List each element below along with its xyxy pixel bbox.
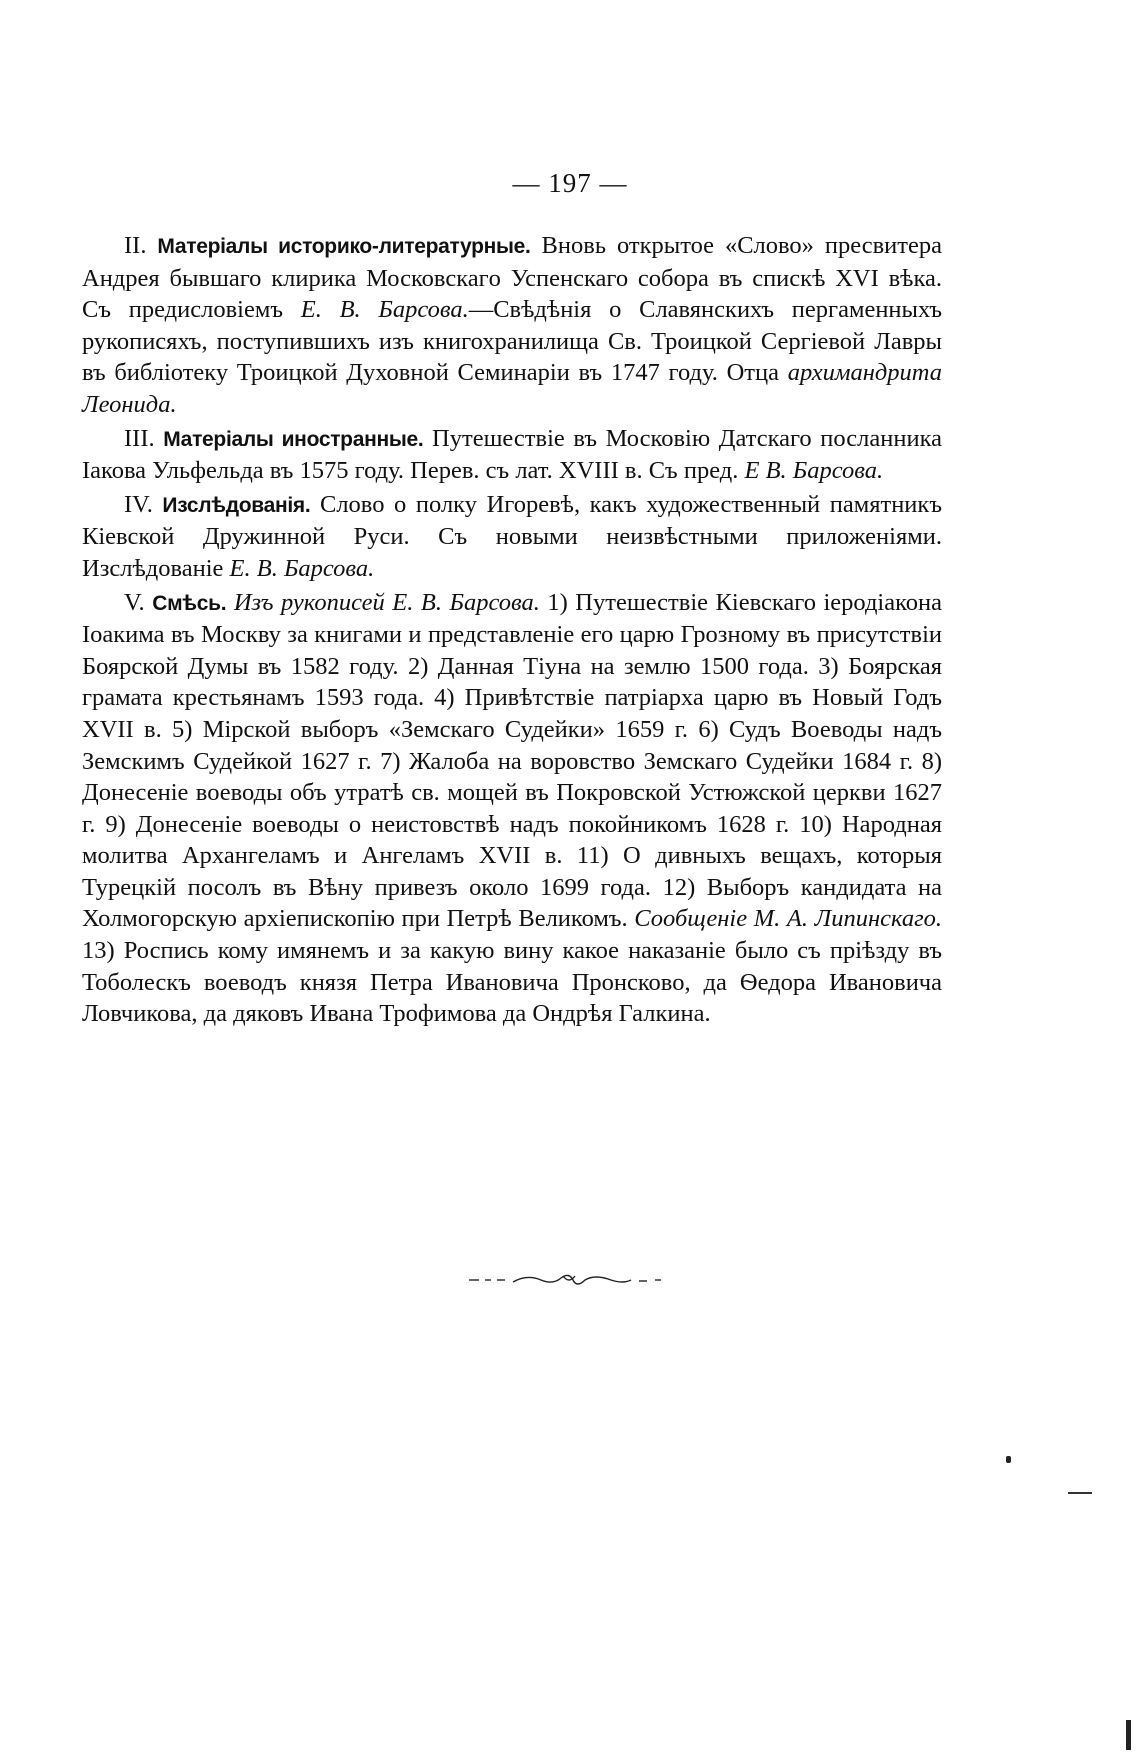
- section-numeral: IV.: [124, 490, 163, 518]
- ornament-icon: [465, 1270, 675, 1290]
- margin-bar: [1126, 1720, 1131, 1750]
- author-reference: Сообщеніе М. А. Липинскаго.: [634, 905, 943, 933]
- section-heading: Матеріалы историко-литературные.: [157, 235, 531, 258]
- section-4: [82, 587, 942, 1030]
- author-reference: Е В. Барсова.: [744, 457, 884, 485]
- section-text: Вновь открытое «Слово» пресвитера Андрея бывшаго клирика Московскагo Успенскаго собора въ спискѣ XVI вѣка. Съ предисловіемъ: [82, 232, 942, 324]
- section-3: [82, 489, 942, 585]
- page-number: — 197 —: [512, 168, 628, 198]
- author-reference: Изъ рукописей Е. В. Барсова.: [233, 588, 540, 616]
- section-text: [226, 589, 234, 616]
- section-heading: Изслѣдованія.: [162, 493, 311, 517]
- section-numeral: V.: [124, 588, 153, 616]
- author-reference: Е. В. Барсова.: [300, 296, 469, 324]
- section-text: 1) Путешествіе Кіевскаго іеродіакона Іоакима въ Москву за книгами и представленіе его царю Грозному въ присутствіи Боярской Думы въ 1582 году. 2) Данная Тіуна на землю 1500 года. 3) Боярская грамата крестьянамъ 1593 года. 4) Привѣтствіе патріарха царю въ Новый Годъ XVII в. 5) Мірской выборъ «Земскаго Судейки» 1659 г. 6) Судъ Воеводы надъ Земскимъ Судейкой 1627 г. 7) Жалоба на воровство Земскаго Судейки 1684 г. 8) Донесеніе воеводы объ утратѣ св. мощей въ Покровской Устюжской церкви 1627 г. 9) Донесеніе воеводы о неистовствѣ надъ покойникомъ 1628 г. 10) Народная молитва Архангеламъ и Ангеламъ XVII в. 11) О дивныхъ вещахъ, которыя Турецкій посолъ въ Вѣну привезъ около 1699 года. 12) Выборъ кандидата на Холмогорскую архіепископію при Петрѣ Великомъ.: [82, 588, 943, 933]
- section-text: 13) Роспись кому имянемъ и за какую вину какое наказаніе было съ пріѣзду въ Тоболескъ воеводъ князя Петра Ивановича Пронсково, да Ѳедора Ивановича Ловчикова, да дяковъ Ивана Трофимова да Ондрѣя Галкина.: [82, 937, 942, 1028]
- body-text: [82, 230, 942, 1032]
- section-heading: Смѣсь.: [152, 591, 227, 615]
- section-text: —Свѣдѣнія о Славянскихъ пергаменныхъ рукописяхъ, поступившихъ изъ книгохранилища Св. Троицкой Сергіевой Лавры въ библіотеку Троицкой Духовной Семинаріи въ 1747 году. Отца: [82, 296, 942, 387]
- author-reference: Е. В. Барсова.: [229, 554, 375, 582]
- author-reference: архимандрита Леонида.: [82, 359, 942, 418]
- ornament-divider: [0, 1268, 1140, 1290]
- section-numeral: III.: [124, 424, 164, 452]
- section-2: [82, 423, 942, 487]
- section-text: Слово о полку Игоревѣ, какъ художественный памятникъ Кіевской Дружинной Руси. Съ новыми неизвѣстными приложеніями. Изслѣдованіе: [82, 490, 942, 582]
- section-text: Путешествіе въ Московію Датскаго посланника Іакова Ульфельда въ 1575 году. Перев. съ лат. XVIII в. Съ пред.: [82, 424, 942, 485]
- section-numeral: II.: [124, 232, 158, 259]
- section-1: [82, 230, 942, 421]
- section-heading: Матеріалы иностранные.: [163, 427, 424, 451]
- margin-dot: [1006, 1456, 1011, 1463]
- margin-dash: [1068, 1492, 1092, 1494]
